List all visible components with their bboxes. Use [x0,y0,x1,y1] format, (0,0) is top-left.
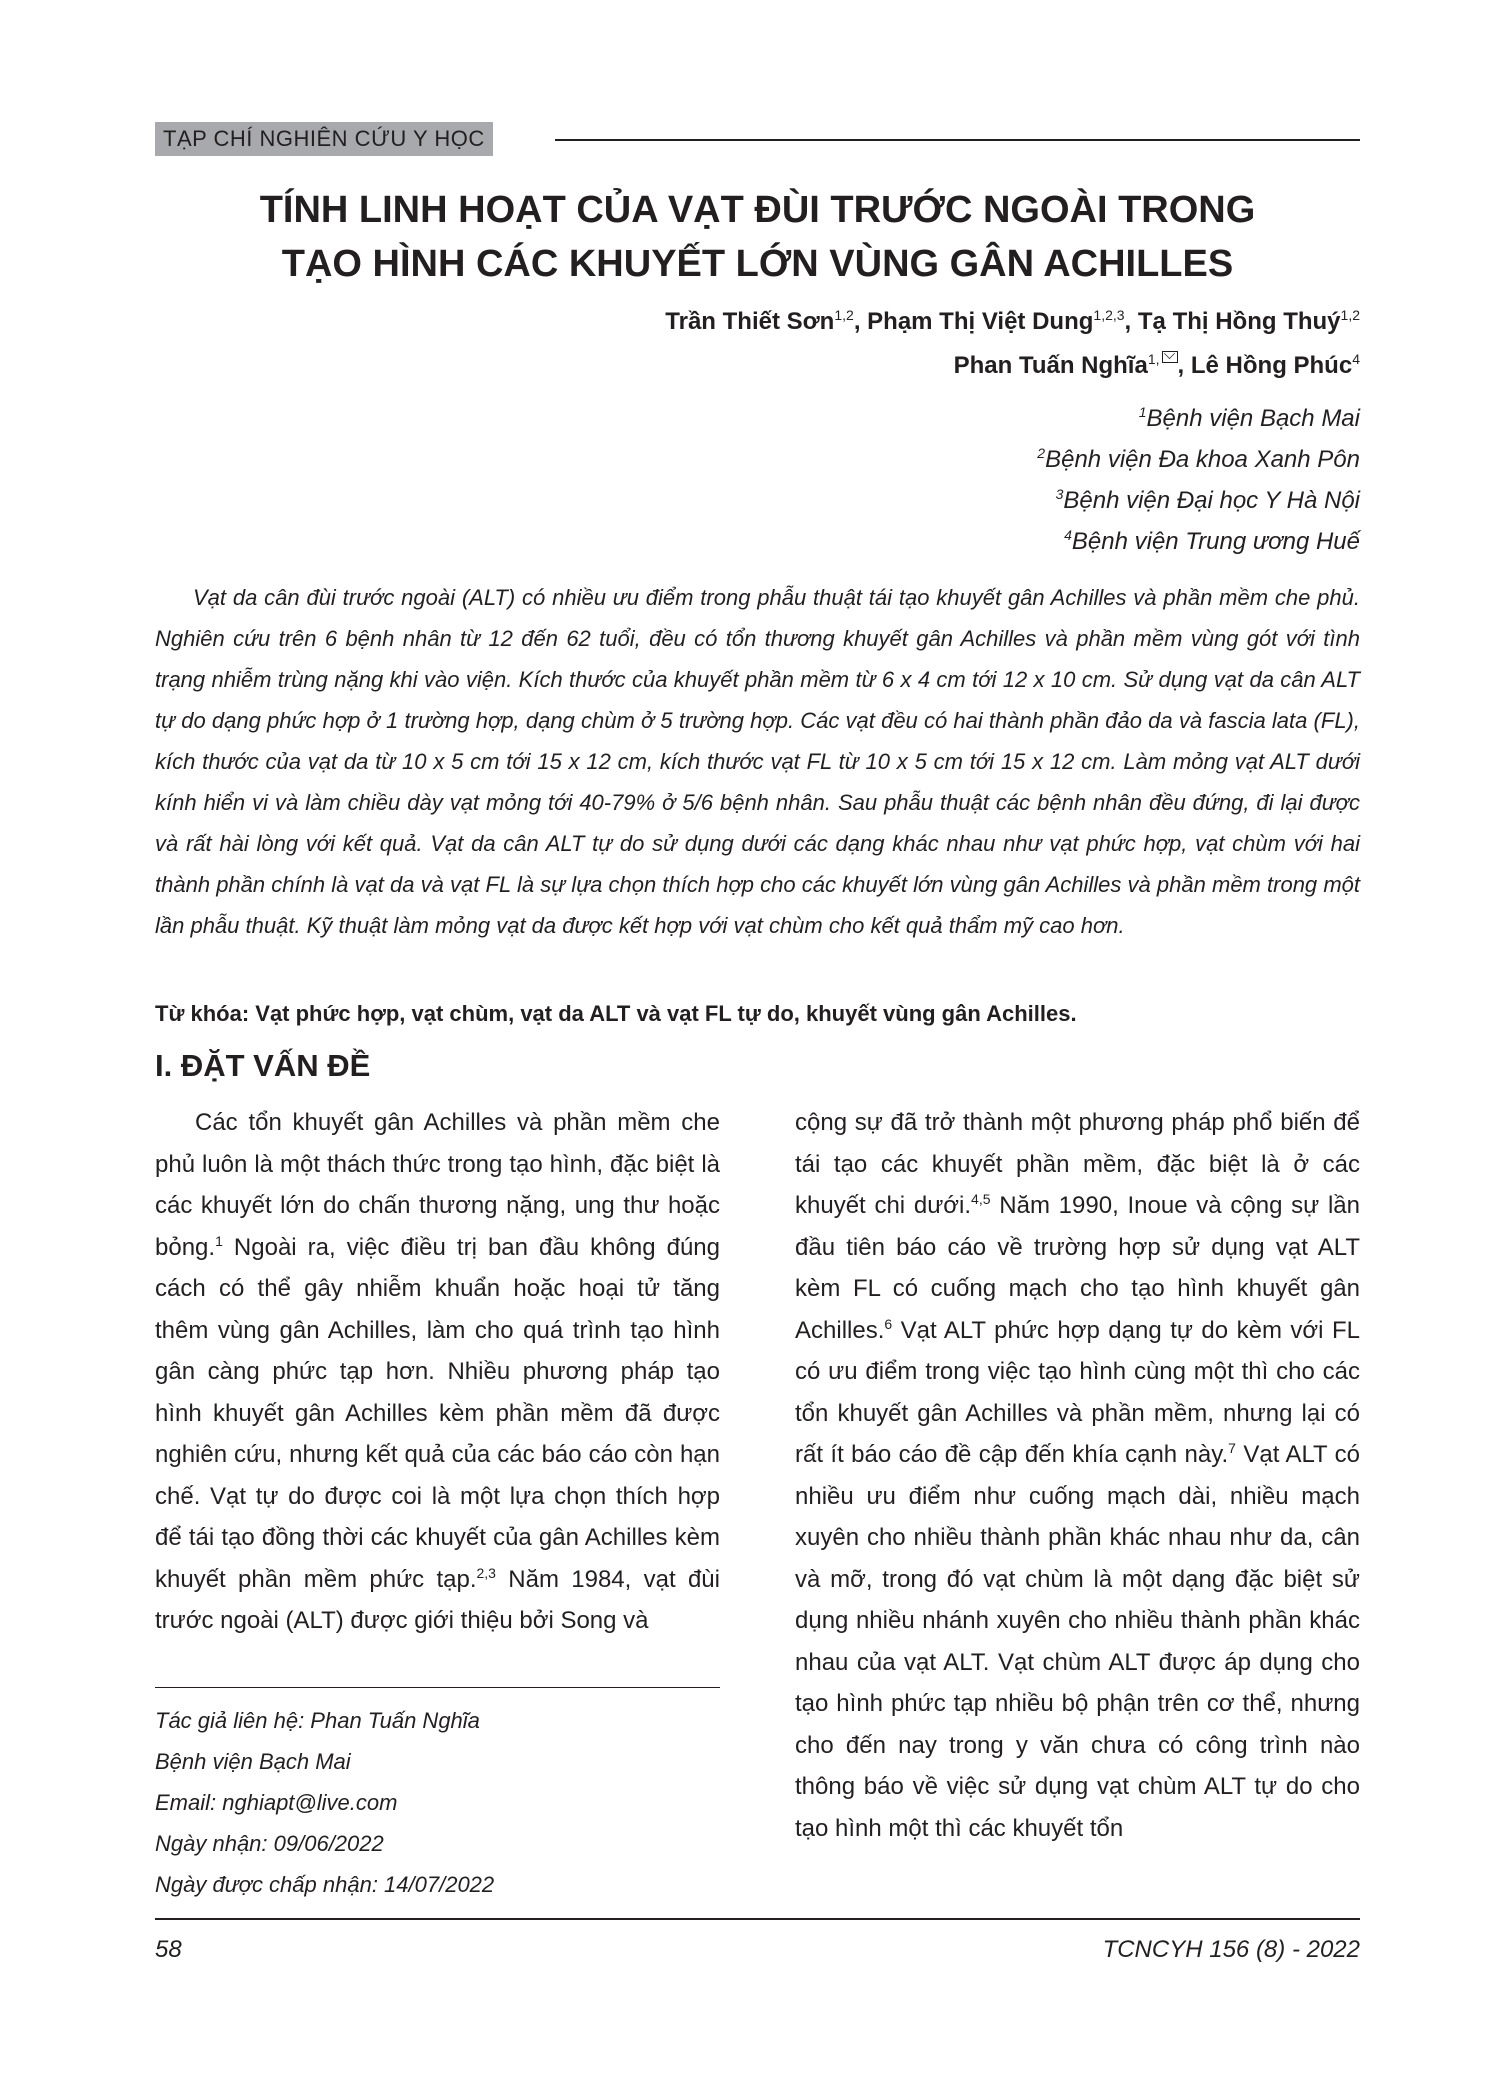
body-column-right: cộng sự đã trở thành một phương pháp phổ biến để tái tạo các khuyết phần mềm, đặc biệt là ở các khuyết chi dưới.$^{4,5}$ Năm 1990, Inoue và cộng sự lần đầu tiên báo cáo về trường hợp sử dụng vạt ALT kèm FL có cuống mạch cho tạo hình khuyết gân Achilles.$^6$ Vạt ALT phức hợp dạng tự do kèm với FL có ưu điểm trong việc tạo hình cùng một thì cho các tổn khuyết gân Achilles và phần mềm, nhưng lại có rất ít báo cáo đề cập đến khía cạnh này.$^7$ Vạt ALT có nhiều ưu điểm như cuống mạch dài, nhiều mạch xuyên cho nhiều thành phần khác nhau như da, cân và mỡ, trong đó vạt chùm là một dạng đặc biệt sử dụng nhiều nhánh xuyên cho nhiều thành phần khác nhau của vạt ALT. Vạt chùm ALT được áp dụng cho tạo hình phức tạp nhiều bộ phận trên cơ thể, nhưng cho đến nay trong y văn chưa có công trình nào thông báo về việc sử dụng vạt chùm ALT tự do cho tạo hình một thì các khuyết tổn [795,1109,1360,1842]
journal-label: TẠP CHÍ NGHIÊN CỨU Y HỌC [155,122,493,156]
footnote-rule [155,1687,720,1688]
journal-issue: TCNCYH 156 (8) - 2022 [1102,1936,1360,1963]
body-column-left: Các tổn khuyết gân Achilles và phần mềm che phủ luôn là một thách thức trong tạo hình, đặc biệt là các khuyết lớn do chấn thương nặng, ung thư hoặc bỏng.$^1$ Ngoài ra, việc điều trị ban đầu không đúng cách có thể gây nhiễm khuẩn hoặc hoại tử tăng thêm vùng gân Achilles, làm cho quá trình tạo hình gân càng phức tạp hơn. Nhiều phương pháp tạo hình khuyết gân Achilles kèm phần mềm đã được nghiên cứu, nhưng kết quả của các báo cáo còn hạn chế. Vạt tự do được coi là một lựa chọn thích hợp để tái tạo đồng thời các khuyết của gân Achilles kèm khuyết phần mềm phức tạp.$^{2,3}$ Năm 1984, vạt đùi trước ngoài (ALT) được giới thiệu bởi Song và [155,1109,720,1634]
received-date: Ngày nhận: 09/06/2022 [155,1831,384,1856]
author-email: Email: nghiapt@live.com [155,1790,398,1815]
affiliation-item: $^3$Bệnh viện Đại học Y Hà Nội [1055,486,1360,514]
author-institution: Bệnh viện Bạch Mai [155,1749,351,1774]
article-title [155,183,1360,291]
affiliation-ref: 4 [1352,351,1360,367]
correspondence-footnote [155,1700,720,1905]
title-line-2: TẠO HÌNH CÁC KHUYẾT LỚN VÙNG GÂN ACHILLES [281,243,1234,285]
header-rule [555,139,1360,141]
keywords: Từ khóa: Vạt phức hợp, vạt chùm, vạt da ALT và vạt FL tự do, khuyết vùng gân Achilles. [155,1001,1077,1026]
citation-ref: 4,5 [971,1191,991,1207]
author-name: Phạm Thị Việt Dung [867,308,1094,335]
citation-ref: 2,3 [476,1564,496,1581]
section-heading: I. ĐẶT VẤN ĐỀ [155,1048,371,1083]
affiliation-item: $^1$Bệnh viện Bạch Mai [1138,404,1360,432]
author-name: Lê Hồng Phúc [1190,352,1353,379]
abstract: Vạt da cân đùi trước ngoài (ALT) có nhiều ưu điểm trong phẫu thuật tái tạo khuyết gân Achilles và phần mềm che phủ. Nghiên cứu trên 6 bệnh nhân từ 12 đến 62 tuổi, đều có tổn thương khuyết gân Achilles và phần mềm vùng gót với tình trạng nhiễm trùng nặng khi vào viện. Kích thước của khuyết phần mềm từ 6 x 4 cm tới 12 x 10 cm. Sử dụng vạt da cân ALT tự do dạng phức hợp ở 1 trường hợp, dạng chùm ở 5 trường hợp. Các vạt đều có hai thành phần đảo da và fascia lata (FL), kích thước của vạt da từ 10 x 5 cm tới 15 x 12 cm, kích thước vạt FL từ 10 x 5 cm tới 15 x 12 cm. Làm mỏng vạt ALT dưới kính hiển vi và làm chiều dày vạt mỏng tới 40-79% ở 5/6 bệnh nhân. Sau phẫu thuật các bệnh nhân đều đứng, đi lại được và rất hài lòng với kết quả. Vạt da cân ALT tự do sử dụng dưới các dạng khác nhau như vạt phức hợp, vạt chùm với hai thành phần chính là vạt da và vạt FL là sự lựa chọn thích hợp cho các khuyết lớn vùng gân Achilles và phần mềm trong một lần phẫu thuật. Kỹ thuật làm mỏng vạt da được kết hợp với vạt chùm cho kết quả thẩm mỹ cao hơn. [155,585,1360,938]
corresponding-author: Tác giả liên hệ: Phan Tuấn Nghĩa [155,1708,480,1733]
citation-ref: 1 [215,1232,223,1249]
author-name: Tạ Thị Hồng Thuý [1137,308,1341,335]
title-line-1: TÍNH LINH HOẠT CỦA VẠT ĐÙI TRƯỚC NGOÀI TRONG [259,189,1256,231]
affiliation-item: $^2$Bệnh viện Đa khoa Xanh Pôn [1037,445,1360,473]
citation-ref: 6 [884,1315,893,1332]
running-header [155,122,1360,156]
author-line-2: Phan Tuấn Nghĩa$^{1,}$ , Lê Hồng Phúc$^4$ [953,351,1360,379]
affiliation-list [1037,398,1360,562]
affiliation-ref: 1,2 [1340,307,1360,323]
affiliation-ref: 1, [1147,351,1160,367]
affiliation-ref: 1,2,3 [1093,307,1125,323]
envelope-icon [1162,351,1178,363]
author-list [665,300,1360,388]
affiliation-ref: 1,2 [834,307,854,323]
affiliation-item: $^4$Bệnh viện Trung ương Huế [1064,527,1360,555]
footer-rule [155,1918,1360,1920]
author-line-1: Trần Thiết Sơn$^{1,2}$, Phạm Thị Việt Dung$^{1,2,3}$, Tạ Thị Hồng Thuý$^{1,2}$ [665,307,1360,335]
author-name: Phan Tuấn Nghĩa [953,352,1148,379]
accepted-date: Ngày được chấp nhận: 14/07/2022 [155,1872,495,1897]
author-name: Trần Thiết Sơn [665,308,835,335]
citation-ref: 7 [1228,1440,1236,1456]
page-number: 58 [155,1936,182,1963]
